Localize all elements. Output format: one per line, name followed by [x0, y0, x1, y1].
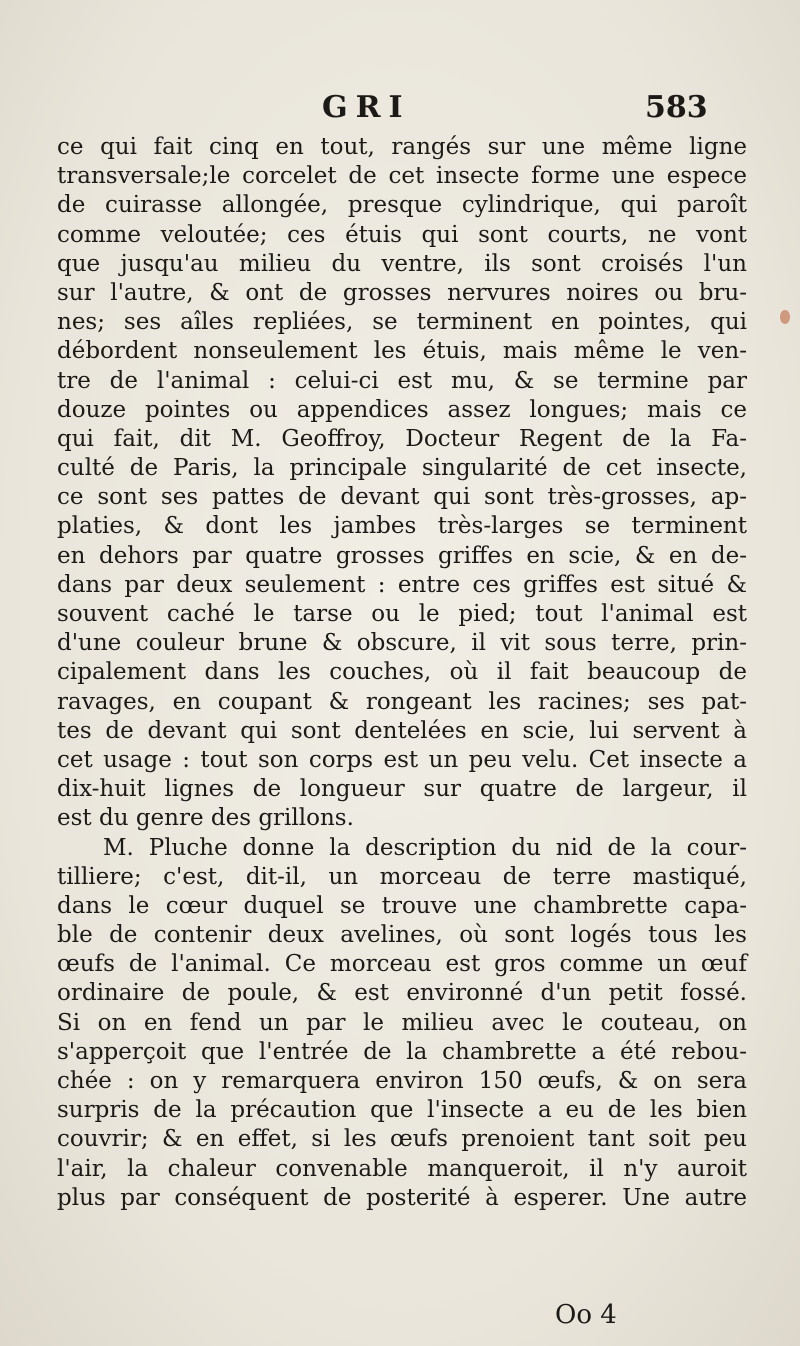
text-line: transversale;le corcelet de cet insecte forme une espece: [57, 163, 747, 190]
text-line: comme veloutée; ces étuis qui sont courts, ne vont: [57, 221, 747, 248]
text-line: l'air, la chaleur convenable manqueroit, il n'y auroit: [57, 1155, 747, 1182]
page-header: [0, 90, 800, 130]
text-line: douze pointes ou appendices assez longues; mais ce: [57, 396, 747, 423]
text-line: cipalement dans les couches, où il fait beaucoup de: [57, 659, 747, 686]
text-line: que jusqu'au milieu du ventre, ils sont croisés l'un: [57, 250, 747, 277]
page-number: 583: [645, 90, 708, 125]
text-line: tes de devant qui sont dentelées en scie, lui servent à: [57, 717, 747, 744]
running-head: GRI: [322, 90, 411, 125]
text-line: plus par conséquent de posterité à esperer. Une autre: [57, 1184, 747, 1211]
text-line: s'apperçoit que l'entrée de la chambrette a été rebou-: [57, 1038, 747, 1065]
text-line: cet usage : tout son corps est un peu velu. Cet insecte a: [57, 746, 747, 773]
text-line: M. Pluche donne la description du nid de la cour-: [103, 834, 747, 861]
text-line: dans par deux seulement : entre ces griffes est situé &: [57, 571, 747, 598]
text-line: tre de l'animal : celui-ci est mu, & se termine par: [57, 367, 747, 394]
text-line: d'une couleur brune & obscure, il vit sous terre, prin-: [57, 630, 747, 657]
text-line: de cuirasse allongée, presque cylindrique, qui paroît: [57, 192, 747, 219]
text-line: couvrir; & en effet, si les œufs prenoient tant soit peu: [57, 1126, 747, 1153]
signature-mark: Oo 4: [555, 1300, 617, 1330]
text-line: sur l'autre, & ont de grosses nervures noires ou bru-: [57, 279, 747, 306]
text-line: œufs de l'animal. Ce morceau est gros comme un œuf: [57, 951, 747, 978]
body-text: [57, 133, 747, 1213]
text-line: tilliere; c'est, dit-il, un morceau de terre mastiqué,: [57, 863, 747, 890]
text-line: ce sont ses pattes de devant qui sont très-grosses, ap-: [57, 484, 747, 511]
text-line: Si on en fend un par le milieu avec le couteau, on: [57, 1009, 747, 1036]
text-line: dans le cœur duquel se trouve une chambrette capa-: [57, 892, 747, 919]
ink-blot: [780, 310, 790, 324]
text-line: culté de Paris, la principale singularité de cet insecte,: [57, 455, 747, 482]
text-line: platies, & dont les jambes très-larges se terminent: [57, 513, 747, 540]
text-line: ravages, en coupant & rongeant les racines; ses pat-: [57, 688, 747, 715]
text-line: surpris de la précaution que l'insecte a eu de les bien: [57, 1097, 747, 1124]
text-line: en dehors par quatre grosses griffes en scie, & en de-: [57, 542, 747, 569]
paragraph-1: [57, 133, 747, 834]
text-line: ce qui fait cinq en tout, rangés sur une même ligne: [57, 134, 747, 160]
text-line: qui fait, dit M. Geoffroy, Docteur Regent de la Fa-: [57, 425, 747, 452]
text-line: chée : on y remarquera environ 150 œufs, & on sera: [57, 1068, 747, 1094]
text-line: souvent caché le tarse ou le pied; tout l'animal est: [57, 601, 747, 627]
text-line: ordinaire de poule, & est environné d'un petit fossé.: [57, 980, 747, 1007]
paragraph-2: [57, 834, 747, 1213]
text-line: nes; ses aîles repliées, se terminent en pointes, qui: [57, 309, 747, 336]
text-line: est du genre des grillons.: [57, 805, 354, 832]
text-line: dix-huit lignes de longueur sur quatre de largeur, il: [57, 776, 747, 803]
text-line: ble de contenir deux avelines, où sont logés tous les: [57, 922, 747, 949]
text-line: débordent nonseulement les étuis, mais même le ven-: [57, 338, 747, 365]
